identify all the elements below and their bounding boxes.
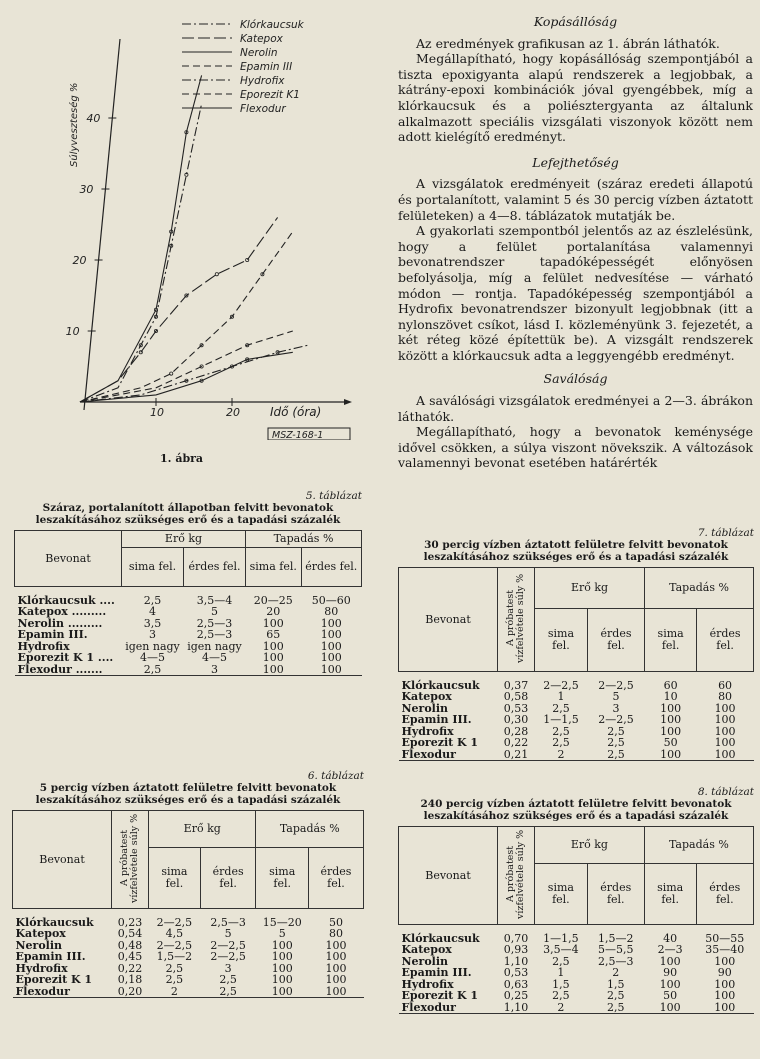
table-row bbox=[15, 629, 362, 641]
col-header: Tapadás % bbox=[644, 827, 753, 864]
legend-label: Flexodur bbox=[240, 103, 286, 115]
cell-e2: 1,5 bbox=[607, 977, 625, 991]
cell-e1: 2,5 bbox=[552, 701, 570, 715]
coating-name: Nerolin bbox=[401, 701, 449, 715]
paragraph: Megállapítható, hogy a bevonatok keménysége idővel csökken, a súlya viszont növekszik. A változások valamennyi bevonat esetében határérték bbox=[398, 424, 753, 471]
x-axis-arrow-icon bbox=[344, 399, 352, 405]
cell-t2: 100 bbox=[320, 662, 342, 676]
table-number: 8. táblázat bbox=[697, 786, 754, 798]
cell-e1: 4,5 bbox=[165, 927, 184, 940]
cell-e1: 2,5 bbox=[552, 954, 570, 968]
cell-w: 0,21 bbox=[503, 747, 529, 761]
cell-t2: 100 bbox=[320, 616, 342, 630]
cell-e1: 2,5 bbox=[552, 724, 570, 738]
table-6 bbox=[12, 810, 364, 998]
cell-t2: 100 bbox=[320, 628, 342, 641]
section-heading-lefejthetoseg: Lefejthetőség bbox=[532, 154, 619, 170]
cell-e1: 2 bbox=[557, 747, 565, 761]
cell-t1: 15—20 bbox=[262, 915, 302, 929]
table-8-block bbox=[398, 786, 754, 1014]
cell-t2: 35—40 bbox=[705, 943, 745, 956]
figure-caption: 1. ábra bbox=[160, 452, 204, 465]
cell-t1: 100 bbox=[262, 639, 284, 653]
cell-w: 0,18 bbox=[117, 973, 143, 986]
cell-e2: 5 bbox=[224, 927, 232, 940]
cell-e1: 4 bbox=[148, 605, 156, 618]
cell-e2: 1,5—2 bbox=[598, 931, 634, 945]
table-row bbox=[399, 737, 754, 749]
cell-t1: 50 bbox=[663, 736, 678, 749]
col-header: érdes fel. bbox=[301, 547, 362, 586]
table-number: 5. táblázat bbox=[305, 490, 362, 502]
coating-name: Flexodur ....... bbox=[17, 662, 103, 676]
coating-name: Eporezit K 1 bbox=[401, 736, 479, 749]
col-header: Erő kg bbox=[535, 568, 645, 609]
cell-w: 0,54 bbox=[117, 927, 143, 940]
legend-label: Eporezit K1 bbox=[240, 89, 300, 101]
table-row bbox=[13, 928, 364, 940]
cell-e2: 2,5 bbox=[607, 724, 625, 738]
table-caption: 30 percig vízben áztatott felületre felvitt bevonatok leszakításához szükséges erő és a tapadási százalék bbox=[423, 539, 729, 563]
cell-w: 0,53 bbox=[503, 966, 529, 979]
col-header: sima fel. bbox=[256, 847, 308, 908]
paragraph: A gyakorlati szempontból jelentős az az észlelésünk, hogy a felület portalanítása valamennyi bevonatrendszer tapadóképességét előnyösen befolyásolja, míg a felület nedvesítése — várható módon — rontja. Tapadóképesség szempontjából a Hydrofix bevonatrendszer bizonyult legjobbnak (itt a nylonszövet csíkot, lásd I. közleményünk 3. fejezetét, a két réteg közé építettük be). A vizsgált rendszerek között a klórkaucsuk adta a leggyengébb eredményt. bbox=[398, 223, 753, 363]
col-header: érdes fel. bbox=[696, 863, 753, 924]
cell-t2: 80 bbox=[718, 690, 733, 703]
coating-name: Flexodur bbox=[401, 1000, 456, 1014]
col-header: Tapadás % bbox=[645, 568, 754, 609]
col-header: érdes fel. bbox=[308, 847, 363, 908]
series-line-3 bbox=[80, 232, 293, 402]
coating-name: Klórkaucsuk .... bbox=[17, 593, 115, 607]
coating-name: Eporezit K 1 .... bbox=[17, 651, 114, 664]
cell-w: 1,10 bbox=[503, 1000, 529, 1014]
legend-label: Nerolin bbox=[240, 47, 278, 59]
cell-e2: 2,5—3 bbox=[210, 915, 246, 929]
col-header: sima fel. bbox=[644, 863, 696, 924]
cell-t1: 50 bbox=[663, 989, 678, 1002]
coating-name: Hydrofix bbox=[15, 961, 68, 975]
cell-w: 0,63 bbox=[503, 977, 529, 991]
table-row bbox=[15, 606, 362, 618]
data-point bbox=[215, 273, 218, 276]
coating-name: Klórkaucsuk bbox=[401, 678, 480, 692]
col-header: Bevonat bbox=[13, 811, 112, 909]
cell-w: 0,45 bbox=[117, 950, 143, 963]
cell-e1: 1—1,5 bbox=[543, 931, 579, 945]
cell-w: 0,28 bbox=[503, 724, 529, 738]
cell-e2: 2,5 bbox=[607, 747, 625, 761]
table-8 bbox=[398, 826, 754, 1014]
col-header-water-uptake: A próbatest vízfelvétele súly % bbox=[112, 811, 149, 909]
cell-t1: 2—3 bbox=[657, 943, 683, 956]
cell-w: 0,93 bbox=[503, 943, 529, 956]
cell-t1: 40 bbox=[663, 931, 678, 945]
cell-t2: 100 bbox=[320, 651, 342, 664]
coating-name: Hydrofix bbox=[401, 724, 454, 738]
cell-e2: 2,5—3 bbox=[196, 628, 233, 641]
cell-t2: 100 bbox=[714, 736, 736, 749]
table-row bbox=[399, 671, 754, 691]
col-header: sima fel. bbox=[535, 608, 588, 671]
table-caption: Száraz, portalanított állapotban felvitt bevonatok leszakításához szükséges erő és a tapadási százalék bbox=[35, 502, 341, 526]
cell-t2: 50 bbox=[328, 915, 343, 929]
section-heading-savallosag: Saválóság bbox=[543, 371, 608, 387]
cell-w: 0,48 bbox=[117, 938, 143, 952]
coating-name: Hydrofix bbox=[17, 639, 70, 653]
paragraph: Megállapítható, hogy kopásállóság szempontjából a tiszta epoxigyanta alapú rendszerek a legjobbak, a kátrány-epoxi kombinációk jóval gyengébbek, míg a klórkaucsuk és a poliésztergyanta az általunk alkalmazott speciális vizsgálati viszonyok között nem adott kielégítő eredményt. bbox=[398, 51, 753, 145]
cell-w: 0,22 bbox=[503, 736, 529, 749]
table-row bbox=[15, 664, 362, 676]
col-header: érdes fel. bbox=[200, 847, 256, 908]
cell-t1: 100 bbox=[262, 662, 284, 676]
cell-e1: 3 bbox=[148, 628, 156, 641]
col-header-water-uptake: A próbatest vízfelvétele súly % bbox=[498, 827, 535, 925]
cell-t1: 100 bbox=[262, 651, 284, 664]
cell-e1: 2 bbox=[170, 984, 178, 998]
col-header: Tapadás % bbox=[245, 531, 361, 548]
table-row bbox=[399, 990, 754, 1002]
table-row bbox=[399, 967, 754, 979]
col-header: sima fel. bbox=[149, 847, 201, 908]
col-header: sima fel. bbox=[645, 608, 697, 671]
col-header: érdes fel. bbox=[587, 863, 644, 924]
data-point bbox=[139, 351, 142, 354]
coating-name: Klórkaucsuk bbox=[401, 931, 480, 945]
cell-e2: 2,5 bbox=[219, 984, 237, 998]
cell-e1: 2—2,5 bbox=[156, 915, 193, 929]
y-axis-label: Súlyveszteség % bbox=[69, 82, 80, 167]
table-7-block bbox=[398, 527, 754, 761]
col-header: Bevonat bbox=[399, 827, 498, 925]
col-header: sima fel. bbox=[122, 547, 184, 586]
col-header: Bevonat bbox=[15, 531, 122, 587]
cell-t1: 100 bbox=[659, 977, 681, 991]
cell-e1: 2,5 bbox=[552, 989, 570, 1002]
cell-t1: 100 bbox=[660, 747, 682, 761]
col-header: érdes fel. bbox=[587, 608, 644, 671]
table-number: 7. táblázat bbox=[697, 527, 754, 539]
coating-name: Nerolin bbox=[401, 954, 449, 968]
cell-e1: 1 bbox=[557, 690, 565, 703]
table-caption: 5 percig vízben áztatott felületre felvitt bevonatok leszakításához szükséges erő és a tapadási százalék bbox=[35, 782, 341, 806]
cell-t2: 50—60 bbox=[311, 593, 351, 607]
series-line-5 bbox=[80, 331, 293, 402]
cell-e1: 3,5 bbox=[143, 616, 162, 630]
paragraph: A saválósági vizsgálatok eredményei a 2—3. ábrákon láthatók. bbox=[398, 393, 753, 424]
cell-e1: 1 bbox=[557, 966, 565, 979]
x-tick-label: 10 bbox=[150, 406, 164, 419]
cell-e2: 2—2,5 bbox=[210, 950, 246, 963]
coating-name: Nerolin ......... bbox=[17, 616, 103, 630]
col-header: sima fel. bbox=[245, 547, 301, 586]
cell-t2: 100 bbox=[325, 950, 347, 963]
cell-e1: 2—2,5 bbox=[543, 678, 579, 692]
cell-e2: 5 bbox=[210, 605, 218, 618]
cell-w: 0,23 bbox=[117, 915, 143, 929]
table-row bbox=[15, 586, 362, 606]
coating-name: Epamin III. bbox=[401, 966, 472, 979]
table-row bbox=[13, 974, 364, 986]
legend-label: Hydrofix bbox=[240, 75, 285, 87]
table-row bbox=[399, 691, 754, 703]
coating-name: Eporezit K 1 bbox=[401, 989, 479, 1002]
cell-e1: 2 bbox=[557, 1000, 565, 1014]
cell-e2: 2,5 bbox=[219, 973, 237, 986]
table-row bbox=[13, 986, 364, 998]
cell-t1: 20—25 bbox=[253, 593, 293, 607]
cell-e2: 2—2,5 bbox=[598, 713, 634, 726]
col-header: érdes fel. bbox=[183, 547, 245, 586]
col-header: Erő kg bbox=[122, 531, 246, 548]
cell-t1: 65 bbox=[266, 628, 281, 641]
cell-e2: 3 bbox=[224, 961, 232, 975]
table-row bbox=[13, 951, 364, 963]
cell-e1: 2,5 bbox=[165, 961, 184, 975]
y-tick-label: 10 bbox=[65, 325, 80, 338]
cell-e1: igen nagy bbox=[125, 639, 180, 653]
coating-name: Hydrofix bbox=[401, 977, 454, 991]
col-header: sima fel. bbox=[535, 863, 588, 924]
cell-e2: 2,5 bbox=[607, 736, 625, 749]
coating-name: Katepox bbox=[15, 927, 66, 940]
cell-w: 0,20 bbox=[117, 984, 143, 998]
cell-e2: 5—5,5 bbox=[598, 943, 634, 956]
cell-e1: 2,5 bbox=[165, 973, 184, 986]
cell-t2: 100 bbox=[714, 1000, 736, 1014]
cell-e2: 2,5—3 bbox=[598, 954, 634, 968]
cell-t2: 80 bbox=[324, 605, 339, 618]
cell-e2: 3 bbox=[612, 701, 620, 715]
stamp-text: MSZ-168-1 bbox=[272, 430, 324, 440]
cell-t2: 100 bbox=[714, 989, 736, 1002]
cell-e1: 1,5—2 bbox=[156, 950, 193, 963]
col-header: Bevonat bbox=[399, 568, 498, 672]
cell-e1: 2,5 bbox=[143, 662, 162, 676]
cell-t2: 100 bbox=[714, 701, 736, 715]
cell-e2: 2 bbox=[612, 966, 620, 979]
cell-t1: 90 bbox=[663, 966, 678, 979]
x-tick-label: 20 bbox=[226, 406, 240, 419]
cell-t1: 20 bbox=[266, 605, 281, 618]
coating-name: Flexodur bbox=[15, 984, 70, 998]
legend-label: Katepox bbox=[240, 33, 283, 45]
cell-e1: 1—1,5 bbox=[543, 713, 579, 726]
legend-label: Epamin III bbox=[240, 61, 293, 73]
table-row bbox=[399, 924, 754, 944]
cell-w: 0,37 bbox=[503, 678, 529, 692]
cell-t1: 100 bbox=[659, 1000, 681, 1014]
cell-t2: 100 bbox=[714, 724, 736, 738]
cell-e1: 2,5 bbox=[143, 593, 162, 607]
cell-t2: 100 bbox=[325, 961, 347, 975]
table-row bbox=[399, 714, 754, 726]
cell-w: 1,10 bbox=[503, 954, 529, 968]
cell-t1: 100 bbox=[271, 961, 293, 975]
table-row bbox=[15, 652, 362, 664]
wear-loss-chart bbox=[60, 0, 360, 440]
cell-t1: 10 bbox=[663, 690, 678, 703]
coating-name: Katepox ......... bbox=[17, 605, 107, 618]
cell-t1: 100 bbox=[271, 950, 293, 963]
cell-t2: 100 bbox=[714, 977, 736, 991]
cell-t1: 100 bbox=[271, 984, 293, 998]
table-6-block bbox=[12, 770, 364, 998]
cell-e1: 3,5—4 bbox=[543, 943, 579, 956]
table-row bbox=[399, 749, 754, 761]
table-5-block bbox=[14, 490, 362, 676]
cell-t2: 60 bbox=[718, 678, 733, 692]
cell-e2: 4—5 bbox=[201, 651, 227, 664]
col-header-water-uptake: A próbatest vízfelvétele súly % bbox=[498, 568, 535, 672]
table-5 bbox=[14, 530, 362, 676]
y-tick-label: 30 bbox=[79, 183, 94, 196]
cell-e2: 5 bbox=[612, 690, 620, 703]
table-number: 6. táblázat bbox=[307, 770, 364, 782]
table-7 bbox=[398, 567, 754, 761]
cell-e2: 2—2,5 bbox=[210, 938, 246, 952]
paragraph: Az eredmények grafikusan az 1. ábrán láthatók. bbox=[416, 35, 720, 51]
cell-t2: 100 bbox=[714, 747, 736, 761]
coating-name: Epamin III. bbox=[15, 950, 86, 963]
cell-w: 0,22 bbox=[117, 961, 143, 975]
coating-name: Flexodur bbox=[401, 747, 456, 761]
cell-t1: 100 bbox=[660, 701, 682, 715]
cell-e2: 3,5—4 bbox=[196, 593, 233, 607]
cell-t2: 90 bbox=[717, 966, 732, 979]
cell-w: 0,25 bbox=[503, 989, 529, 1002]
col-header: érdes fel. bbox=[697, 608, 754, 671]
cell-e1: 2,5 bbox=[552, 736, 570, 749]
cell-t2: 100 bbox=[325, 938, 347, 952]
table-row bbox=[13, 908, 364, 928]
cell-e2: 2,5—3 bbox=[196, 616, 233, 630]
cell-e2: igen nagy bbox=[187, 639, 242, 653]
cell-t1: 100 bbox=[659, 954, 681, 968]
cell-w: 0,53 bbox=[503, 701, 529, 715]
coating-name: Eporezit K 1 bbox=[15, 973, 93, 986]
cell-t2: 100 bbox=[320, 639, 342, 653]
table-caption: 240 percig vízben áztatott felületre felvitt bevonatok leszakításához szükséges erő és a tapadási százalék bbox=[420, 798, 732, 822]
cell-e1: 2—2,5 bbox=[156, 938, 193, 952]
cell-t1: 100 bbox=[271, 938, 293, 952]
cell-e2: 3 bbox=[210, 662, 218, 676]
legend-label: Klórkaucsuk bbox=[240, 19, 304, 31]
coating-name: Klórkaucsuk bbox=[15, 915, 94, 929]
cell-t2: 80 bbox=[328, 927, 343, 940]
x-axis-label: Idő (óra) bbox=[270, 405, 322, 419]
paragraph: A vizsgálatok eredményeit (száraz eredeti állapotú és portalanított, valamint 5 és 30 percig vízben áztatott felületeken) a 4—8. táblázatok mutatják be. bbox=[398, 176, 753, 223]
data-point bbox=[246, 258, 249, 261]
col-header: Erő kg bbox=[535, 827, 645, 864]
table-row bbox=[399, 944, 754, 956]
cell-w: 0,58 bbox=[503, 690, 529, 703]
cell-t2: 100 bbox=[325, 984, 347, 998]
y-axis bbox=[84, 39, 120, 410]
cell-w: 0,30 bbox=[503, 713, 529, 726]
cell-t2: 100 bbox=[714, 713, 736, 726]
cell-e1: 4—5 bbox=[139, 651, 165, 664]
section-heading-kopasallosag: Kopásállóság bbox=[533, 14, 618, 29]
right-column-text bbox=[398, 10, 753, 471]
y-tick-label: 40 bbox=[86, 112, 101, 125]
cell-t1: 60 bbox=[663, 678, 678, 692]
figure-1-chart bbox=[60, 0, 360, 440]
cell-t1: 100 bbox=[262, 616, 284, 630]
coating-name: Nerolin bbox=[15, 938, 63, 952]
coating-name: Katepox bbox=[401, 690, 452, 703]
cell-t1: 100 bbox=[271, 973, 293, 986]
col-header: Tapadás % bbox=[256, 811, 364, 848]
coating-name: Epamin III. bbox=[401, 713, 472, 726]
cell-t2: 100 bbox=[714, 954, 736, 968]
cell-w: 0,70 bbox=[503, 931, 529, 945]
cell-e2: 2—2,5 bbox=[598, 678, 634, 692]
cell-t1: 100 bbox=[660, 724, 682, 738]
cell-t1: 5 bbox=[278, 927, 286, 940]
series-line-1 bbox=[80, 217, 278, 402]
coating-name: Epamin III. bbox=[17, 628, 88, 641]
cell-e2: 2,5 bbox=[607, 1000, 625, 1014]
coating-name: Katepox bbox=[401, 943, 452, 956]
cell-t1: 100 bbox=[660, 713, 682, 726]
cell-e2: 2,5 bbox=[607, 989, 625, 1002]
cell-e1: 1,5 bbox=[552, 977, 570, 991]
table-row bbox=[399, 1002, 754, 1014]
y-tick-label: 20 bbox=[72, 254, 87, 267]
col-header: Erő kg bbox=[149, 811, 256, 848]
cell-t2: 50—55 bbox=[705, 931, 745, 945]
cell-t2: 100 bbox=[325, 973, 347, 986]
